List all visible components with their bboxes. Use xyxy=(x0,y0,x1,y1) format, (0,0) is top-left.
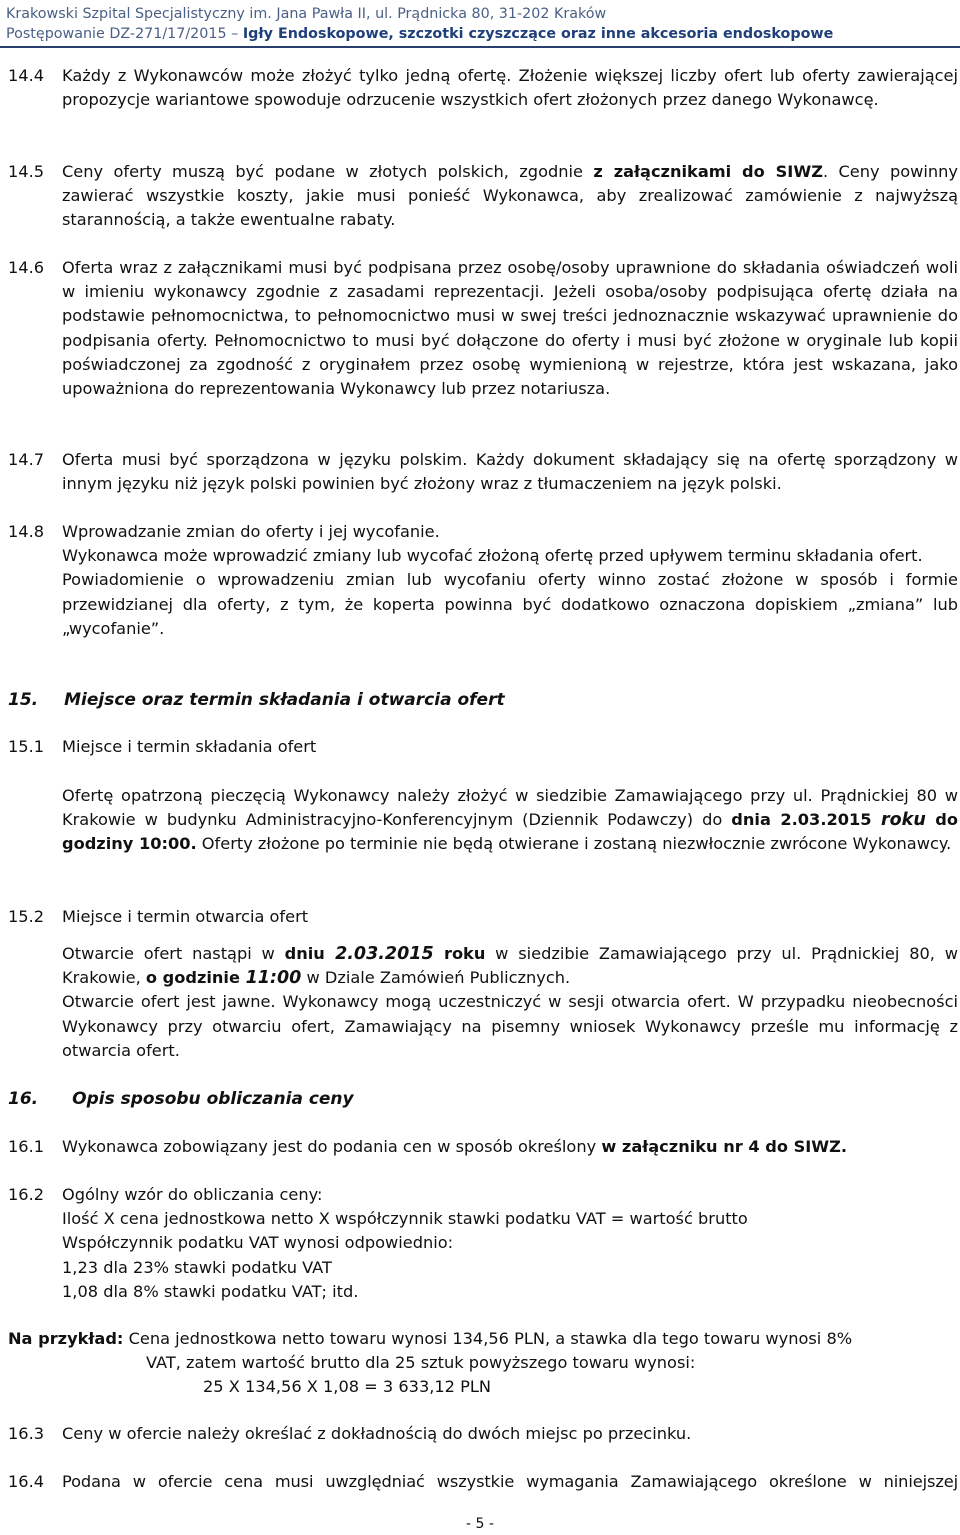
section-number: 14.6 xyxy=(8,258,45,277)
deadline-date: dnia 2.03.2015 xyxy=(731,810,882,830)
page-header xyxy=(6,4,956,44)
opening-time: 11:00 xyxy=(245,968,302,989)
section-14-5 xyxy=(8,160,958,233)
heading-title: Miejsce oraz termin składania i otwarcia ofert xyxy=(64,690,505,710)
section-text xyxy=(62,520,958,641)
header-procedure xyxy=(6,24,956,44)
deadline-year-word: roku xyxy=(881,810,926,831)
opening-date: 2.03.2015 xyxy=(335,944,434,964)
text-run: roku xyxy=(433,944,486,963)
section-14-4 xyxy=(8,64,958,112)
page-number: - 5 - xyxy=(466,1516,494,1532)
formula-line: 1,08 dla 8% stawki podatku VAT; itd. xyxy=(62,1281,359,1301)
section-text xyxy=(62,1135,958,1159)
section-number: 15.2 xyxy=(8,907,45,926)
section-number: 14.5 xyxy=(8,162,45,181)
heading-number: 16. xyxy=(8,1089,39,1109)
siwz-reference: z załącznikami do SIWZ xyxy=(593,162,823,181)
example-block xyxy=(8,1327,958,1400)
text-run: o godzinie xyxy=(145,968,246,988)
section-title: Miejsce i termin składania ofert xyxy=(62,737,317,756)
section-number: 14.4 xyxy=(8,66,45,85)
section-text: Ceny w ofercie należy określać z dokładnością do dwóch miejsc po przecinku. xyxy=(62,1424,692,1443)
text-run: Wykonawca zobowiązany jest do podania cen w sposób określony xyxy=(62,1137,602,1156)
paragraph: Otwarcie ofert jest jawne. Wykonawcy mogą uczestniczyć w sesji otwarcia ofert. W przypadku nieobecności Wykonawcy przy otwarciu ofert, Zamawiający na pisemny wniosek Wykonawcy prześle mu informację z otwarcia ofert. xyxy=(62,992,958,1060)
text-run: Ceny oferty muszą być podane w złotych polskich, zgodnie xyxy=(62,162,594,181)
text-run: . Ceny powinny zawierać wszystkie koszty, jakie musi ponieść Wykonawca, aby zrealizować zamówienie z najwyższą starannością, a także ewentualne rabaty. xyxy=(62,162,959,230)
text-run: w Dziale Zamówień Publicznych. xyxy=(301,968,571,988)
text-run: Ofertę opatrzoną pieczęcią Wykonawcy należy złożyć w siedzibie Zamawiającego przy ul. Prądnickiej 80 w Krakowie w budynku Administracyjno-Konferencyjnym (Dziennik Podawczy) do xyxy=(62,786,958,830)
heading-title: Opis sposobu obliczania ceny xyxy=(72,1089,354,1109)
header-procedure-title: Igły Endoskopowe, szczotki czyszczące oraz inne akcesoria endoskopowe xyxy=(242,26,834,42)
section-14-6 xyxy=(8,256,958,401)
section-text: Podana w ofercie cena musi uwzględniać wszystkie wymagania Zamawiającego określone w niniejszej xyxy=(62,1472,958,1491)
deadline-time: do godziny 10:00. xyxy=(62,810,958,854)
section-number: 15.1 xyxy=(8,737,45,756)
paragraph: Wykonawca może wprowadzić zmiany lub wycofać złożoną ofertę przed upływem terminu składania ofert. xyxy=(62,546,923,566)
section-14-8 xyxy=(8,520,958,641)
example-calculation: 25 X 134,56 X 1,08 = 3 633,12 PLN xyxy=(203,1377,492,1397)
paragraph xyxy=(62,942,958,990)
section-number: 16.4 xyxy=(8,1472,45,1491)
section-number: 16.3 xyxy=(8,1424,45,1443)
section-number: 16.2 xyxy=(8,1185,45,1204)
heading-number: 15. xyxy=(8,690,39,710)
example-line: VAT, zatem wartość brutto dla 25 sztuk powyższego towaru wynosi: xyxy=(146,1353,696,1373)
section-text: Oferta musi być sporządzona w języku polskim. Każdy dokument składający się na ofertę sporządzony w innym języku niż język polski powinien być złożony wraz z tłumaczeniem na język polski. xyxy=(62,450,958,494)
section-15-2 xyxy=(8,905,958,929)
section-title: Wprowadzanie zmian do oferty i jej wycofanie. xyxy=(62,522,440,541)
section-16-4 xyxy=(8,1470,958,1494)
formula-line: Współczynnik podatku VAT wynosi odpowiednio: xyxy=(62,1233,454,1253)
section-text xyxy=(62,160,958,233)
text-run: w siedzibie Zamawiającego przy ul. Prądnickiej 80, w Krakowie, xyxy=(62,944,958,988)
text-run: Cena jednostkowa netto towaru wynosi 134,56 PLN, a stawka dla tego towaru wynosi 8% xyxy=(123,1329,853,1348)
section-number: 14.8 xyxy=(8,522,45,541)
section-16-1 xyxy=(8,1135,958,1159)
section-text: Każdy z Wykonawców może złożyć tylko jedną ofertę. Złożenie większej liczby ofert lub oferty zawierającej propozycje wariantowe spowoduje odrzucenie wszystkich ofert złożonych przez danego Wykonawcę. xyxy=(62,66,958,110)
header-procedure-id: Postępowanie DZ-271/17/2015 – xyxy=(6,26,243,42)
section-text: Oferta wraz z załącznikami musi być podpisana przez osobę/osoby uprawnione do składania oświadczeń woli w imieniu wykonawcy zgodnie z zasadami reprezentacji. Jeżeli osoba/osoby podpisująca ofertę działa na podstawie pełnomocnictwa, to pełnomocnictwo musi w swej treści jednoznacznie wskazywać uprawnienie do podpisania oferty. Pełnomocnictwo to musi być dołączone do oferty i musi być złożone w oryginale lub kopii poświadczonej za zgodność z oryginałem przez osobę wymienioną w rejestrze, która jest wskazana, jako upoważniona do reprezentowania Wykonawcy lub przez notariusza. xyxy=(62,258,958,399)
section-14-7 xyxy=(8,448,958,496)
section-text xyxy=(62,784,958,857)
section-number: 14.7 xyxy=(8,450,45,469)
section-15-2-body xyxy=(8,942,958,1063)
header-institution: Krakowski Szpital Specjalistyczny im. Jana Pawła II, ul. Prądnicka 80, 31-202 Kraków xyxy=(6,6,607,22)
formula-block xyxy=(62,1183,958,1304)
text-run: Oferty złożone po terminie nie będą otwierane i zostaną niezwłocznie zwrócone Wykonawcy. xyxy=(196,834,952,854)
heading-16 xyxy=(8,1087,354,1111)
formula-line: 1,23 dla 23% stawki podatku VAT xyxy=(62,1257,332,1277)
section-number: 16.1 xyxy=(8,1137,45,1156)
header-divider xyxy=(0,46,960,48)
paragraph: Powiadomienie o wprowadzeniu zmian lub wycofaniu oferty winno zostać złożone w sposób i formie przewidzianej dla oferty, z tym, że koperta powinna być dodatkowo oznaczona dopiskiem „zmiana” lub „wycofanie”. xyxy=(62,570,958,638)
section-text xyxy=(62,942,958,1063)
section-16-2 xyxy=(8,1183,958,1304)
formula-line: Ogólny wzór do obliczania ceny: xyxy=(62,1185,323,1204)
section-16-3 xyxy=(8,1422,958,1446)
formula-line: Ilość X cena jednostkowa netto X współczynnik stawki podatku VAT = wartość brutto xyxy=(62,1209,748,1229)
section-title: Miejsce i termin otwarcia ofert xyxy=(62,907,309,926)
text-run: dniu xyxy=(284,944,336,963)
example-line xyxy=(8,1327,958,1351)
example-label: Na przykład: xyxy=(8,1329,124,1348)
attachment-reference: w załączniku nr 4 do SIWZ. xyxy=(601,1137,848,1156)
text-run: Otwarcie ofert nastąpi w xyxy=(62,944,285,963)
section-15-1 xyxy=(8,735,958,759)
section-15-1-body xyxy=(8,784,958,857)
heading-15 xyxy=(8,688,505,712)
